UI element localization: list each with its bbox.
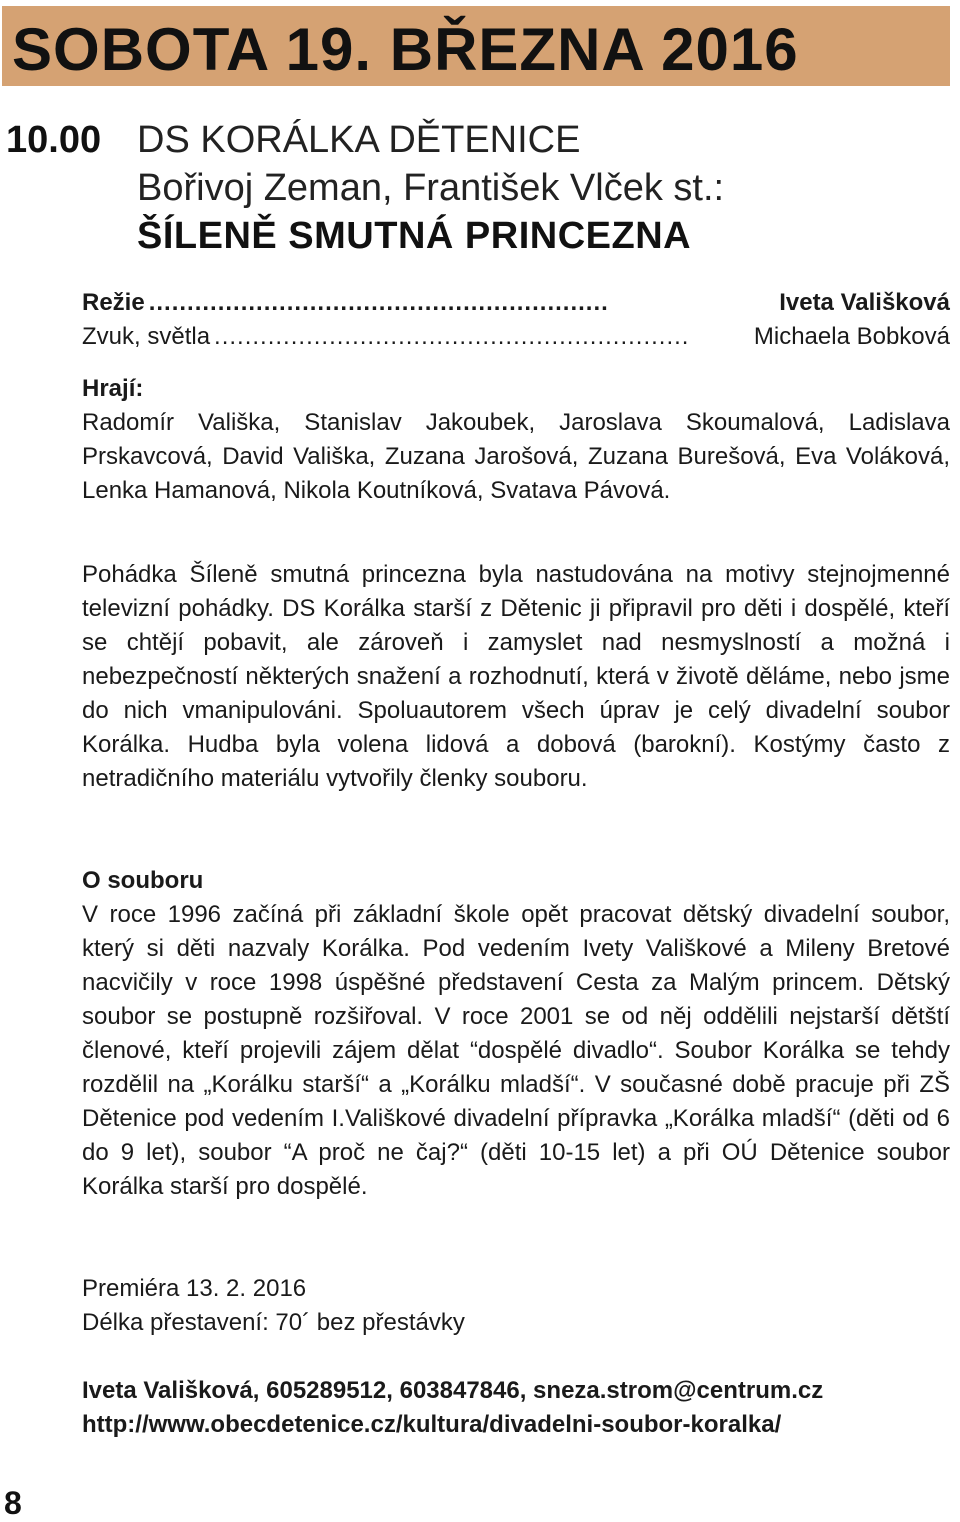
credit-name: Iveta Vališková [779,289,950,316]
play-authors: Bořivoj Zeman, František Vlček st.: [137,167,725,209]
credit-row-directing [82,286,950,320]
info-block [82,1272,950,1340]
performance-duration: Délka přestavení: 70´ bez přestávky [82,1309,465,1336]
event-time: 10.00 [6,119,102,161]
company-name: DS KORÁLKA DĚTENICE [137,119,581,161]
premiere-date: Premiéra 13. 2. 2016 [82,1275,307,1302]
date-banner-text: SOBOTA 19. BŘEZNA 2016 [12,16,799,83]
page-number: 8 [4,1485,22,1521]
about-text: V roce 1996 začíná při základní škole opět pracovat dětský divadelní soubor, který si děti nazvaly Korálka. Pod vedením Ivety Vališkové a Mileny Bretové nacvičily v roce 1998 úspěšné představení Cesta za Malým princem. Dětský soubor se postupně rozšiřoval. V roce 2001 se od něj oddělili nejstarší dětští členové, kteří projevili zájem dělat “dospělé divadlo“. Soubor Korálka se tehdy rozdělil na „Korálku starší“ a „Korálku mladší“. V současné době pracuje při ZŠ Dětenice pod vedením I.Vališkové divadelní přípravka „Korálka mladší“ (děti od 6 do 9 let), soubor “A proč ne čaj?“ (děti 10-15 let) a při OÚ Dětenice soubor Korálka starší pro dospělé. [82,901,950,1200]
credit-name: Michaela Bobková [753,323,950,350]
contact-block [82,1374,950,1442]
cast-heading: Hrají: [82,375,144,402]
about-heading: O souboru [82,867,204,894]
about-block [82,864,950,1204]
credit-role: Režie [82,289,145,316]
contact-line: Iveta Vališková, 605289512, 603847846, sneza.strom@centrum.cz [82,1377,824,1404]
play-description: Pohádka Šíleně smutná princezna byla nastudována na motivy stejnojmenné televizní pohádky. DS Korálka starší z Dětenic ji připravil pro děti i dospělé, kteří se chtějí pobavit, ale zároveň i zamyslet nad nesmyslností a možná i nebezpečností některých snažení a rozhodnutí, která v životě děláme, nebo jsme do nich vmanipulováni. Spoluautorem všech úprav je celý divadelní soubor Korálka. Hudba byla volena lidová a dobová (barokní). Kostýmy často z netradičního materiálu vytvořily členky souboru. [82,561,950,792]
contact-url[interactable]: http://www.obecdetenice.cz/kultura/divadelni-soubor-koralka/ [82,1411,782,1438]
date-banner [2,6,950,86]
credit-row-sound [82,320,950,354]
play-title: ŠÍLENĚ SMUTNÁ PRINCEZNA [137,215,692,257]
cast-block [82,372,950,508]
cast-list: Radomír Vališka, Stanislav Jakoubek, Jaroslava Skoumalová, Ladislava Prskavcová, David Vališka, Zuzana Jarošová, Zuzana Burešová, Eva Voláková, Lenka Hamanová, Nikola Koutníková, Svatava Pávová. [82,409,950,504]
credit-role: Zvuk, světla [82,323,211,350]
description-block [82,558,950,796]
credit-leader: .............................................................. [214,323,690,350]
credits-block [82,286,950,354]
credit-leader: ............................................................ [148,289,609,316]
